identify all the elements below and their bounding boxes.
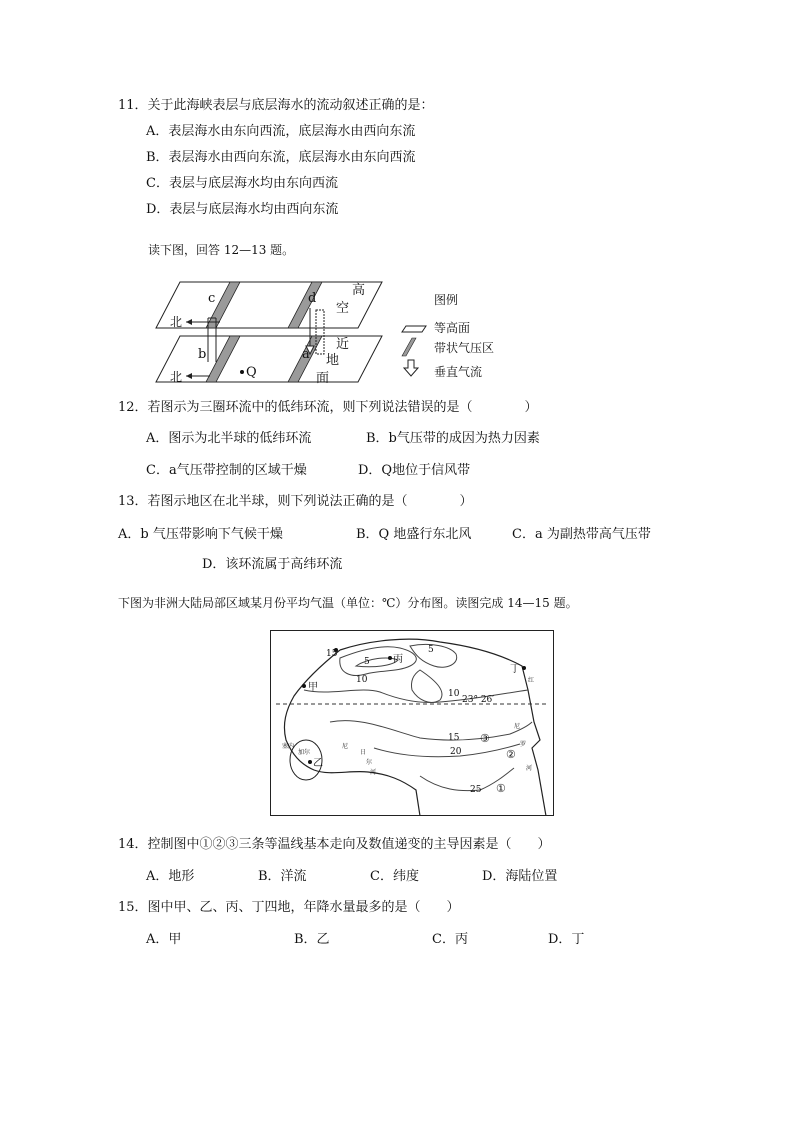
label-north-lower: 北 <box>170 370 183 384</box>
q12-option-d[interactable]: D．Q地位于信风带 <box>358 463 471 478</box>
place-ding: 丁 <box>510 664 520 675</box>
map-small-label-1: 塞内 <box>282 743 295 750</box>
place-bing: 丙 <box>393 654 403 665</box>
q13-option-c[interactable]: C．a 为副热带高气压带 <box>512 527 651 542</box>
legend-vertical-airflow: 垂直气流 <box>434 365 483 379</box>
isotherm-20: 20 <box>450 747 462 757</box>
q13-option-a[interactable]: A．b 气压带影响下气候干燥 <box>118 527 283 542</box>
q12-option-a[interactable]: A．图示为北半球的低纬环流 <box>146 431 312 446</box>
circled-2: ② <box>506 748 516 761</box>
map-small-label-7: 尼 <box>514 723 521 730</box>
circled-3: ③ <box>480 732 490 745</box>
q11-option-d[interactable]: D．表层与底层海水均由西向东流 <box>146 202 339 217</box>
map-small-label-4: 日 <box>360 749 367 756</box>
q14-option-c[interactable]: C．纬度 <box>370 869 419 884</box>
isotherm-15-b: 15 <box>448 733 460 743</box>
label-d: d <box>308 291 317 306</box>
q13-option-d[interactable]: D．该环流属于高纬环流 <box>202 557 343 572</box>
q14-option-a[interactable]: A．地形 <box>146 869 195 884</box>
q12-option-b[interactable]: B．b气压带的成因为热力因素 <box>366 431 540 446</box>
latitude-label: 23° 26′ <box>462 695 495 705</box>
map-small-label-10: 红 <box>528 677 535 684</box>
q11-stem: 11．关于此海峡表层与底层海水的流动叙述正确的是： <box>118 98 434 113</box>
q11-option-a[interactable]: A．表层海水由东向西流，底层海水由西向东流 <box>146 124 416 139</box>
label-c: c <box>208 291 216 306</box>
isotherm-10-b: 10 <box>448 689 460 699</box>
q13-stem: 13．若图示地区在北半球，则下列说法正确的是（ ） <box>118 494 473 509</box>
map-small-label-2: 加尔 <box>298 749 311 756</box>
label-di: 地 <box>326 353 340 368</box>
map-small-label-3: 尼 <box>342 743 349 750</box>
place-yi: 乙 <box>313 758 323 769</box>
legend-pressure-belt: 带状气压区 <box>434 341 495 355</box>
legend-contour: 等高面 <box>434 321 471 335</box>
label-q: Q <box>246 365 257 380</box>
q15-option-d[interactable]: D．丁 <box>548 932 585 947</box>
legend-title: 图例 <box>434 293 459 307</box>
instruction-12-13: 读下图，回答 12—13 题。 <box>148 243 295 257</box>
isotherm-5-b: 5 <box>428 645 434 655</box>
label-kong: 空 <box>336 301 350 316</box>
label-north-upper: 北 <box>170 315 183 329</box>
map-small-label-9: 河 <box>526 765 533 772</box>
circled-1: ① <box>496 782 506 795</box>
africa-isotherm-map <box>270 630 554 816</box>
q15-stem: 15．图中甲、乙、丙、丁四地，年降水量最多的是（ ） <box>118 900 460 915</box>
map-small-label-8: 罗 <box>520 741 527 748</box>
place-jia: 甲 <box>308 682 318 693</box>
label-b: b <box>198 347 207 362</box>
isotherm-10-a: 10 <box>356 675 368 685</box>
isotherm-25: 25 <box>470 785 482 795</box>
q11-option-b[interactable]: B．表层海水由西向东流，底层海水由东向西流 <box>146 150 416 165</box>
isotherm-15-a: 15 <box>326 649 338 659</box>
label-mian: 面 <box>316 371 330 386</box>
label-jin: 近 <box>336 337 350 352</box>
map-small-label-6: 河 <box>370 769 377 776</box>
q12-option-c[interactable]: C．a气压带控制的区域干燥 <box>146 463 307 478</box>
q15-option-c[interactable]: C．丙 <box>432 932 468 947</box>
q14-option-d[interactable]: D．海陆位置 <box>482 869 558 884</box>
instruction-14-15: 下图为非洲大陆局部区域某月份平均气温（单位：℃）分布图。读图完成 14—15 题。 <box>118 596 578 610</box>
q14-option-b[interactable]: B．洋流 <box>258 869 307 884</box>
q13-option-b[interactable]: B．Q 地盛行东北风 <box>356 527 472 542</box>
q12-stem: 12．若图示为三圈环流中的低纬环流，则下列说法错误的是（ ） <box>118 400 538 415</box>
q15-option-a[interactable]: A．甲 <box>146 932 182 947</box>
label-gao: 高 <box>352 283 366 298</box>
map-small-label-5: 尔 <box>366 759 373 766</box>
circulation-diagram <box>150 278 510 388</box>
q14-stem: 14．控制图中①②③三条等温线基本走向及数值递变的主导因素是（ ） <box>118 837 551 852</box>
isotherm-5-a: 5 <box>364 657 370 667</box>
q11-option-c[interactable]: C．表层与底层海水均由东向西流 <box>146 176 338 191</box>
label-a: a <box>302 347 310 362</box>
q15-option-b[interactable]: B．乙 <box>294 932 330 947</box>
